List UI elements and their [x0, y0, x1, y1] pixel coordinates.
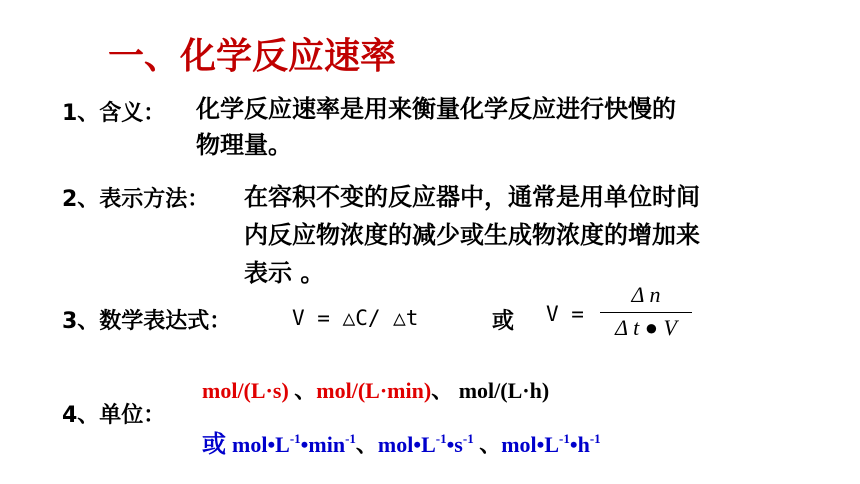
unit-b-base: mol•L [377, 432, 436, 457]
unit-a-exp2: -1 [345, 431, 356, 446]
unit-c-exp1: -1 [559, 431, 570, 446]
formula-lhs: V = [546, 302, 584, 326]
formula-fraction [600, 282, 692, 341]
item4-label: 4、单位： [62, 403, 166, 428]
item2-line3: 表示 。 [244, 259, 325, 287]
page-title: 一、化学反应速率 [108, 36, 397, 77]
item1-line2: 物理量。 [196, 131, 292, 159]
item1-line1: 化学反应速率是用来衡量化学反应进行快慢的 [196, 95, 676, 123]
units-line2 [202, 424, 601, 459]
unit-c-base: mol•L [501, 432, 560, 457]
fraction-denominator: Δ t ● V [615, 315, 677, 340]
unit-separator: 、 [355, 432, 378, 457]
unit-separator: 、 [288, 378, 317, 403]
unit-c-mid: •h [569, 432, 590, 457]
item2-line2: 内反应物浓度的减少或生成物浓度的增加来 [244, 221, 700, 249]
unit-separator: 、 [473, 432, 502, 457]
item3-label: 3、数学表达式： [62, 309, 232, 334]
unit-b-exp1: -1 [435, 431, 447, 446]
unit-separator: 、 [431, 378, 459, 403]
unit-b-mid: •s [446, 432, 463, 457]
unit-a-base: mol•L [232, 432, 290, 457]
item1-label: 1、含义： [62, 101, 166, 126]
fraction-numerator: Δ n [631, 282, 661, 307]
unit-mol-per-l-h: mol/(L·h) [458, 378, 550, 403]
units-line1 [202, 374, 549, 405]
unit-a-exp1: -1 [289, 431, 301, 446]
fraction-bar [600, 312, 692, 313]
formula-rate: V = △C/ △t [292, 306, 419, 330]
unit-mol-per-l-s: mol/(L·s) [202, 378, 289, 403]
unit-mol-per-l-min: mol/(L·min) [316, 378, 432, 403]
unit-a-mid: •min [300, 432, 346, 457]
item2-line1: 在容积不变的反应器中，通常是用单位时间 [244, 183, 700, 211]
item2-label: 2、表示方法： [62, 187, 210, 212]
unit-b-exp2: -1 [462, 431, 474, 446]
unit-c-exp2: -1 [589, 431, 601, 446]
units-or: 或 [202, 432, 232, 458]
formula-or: 或 [492, 309, 515, 334]
